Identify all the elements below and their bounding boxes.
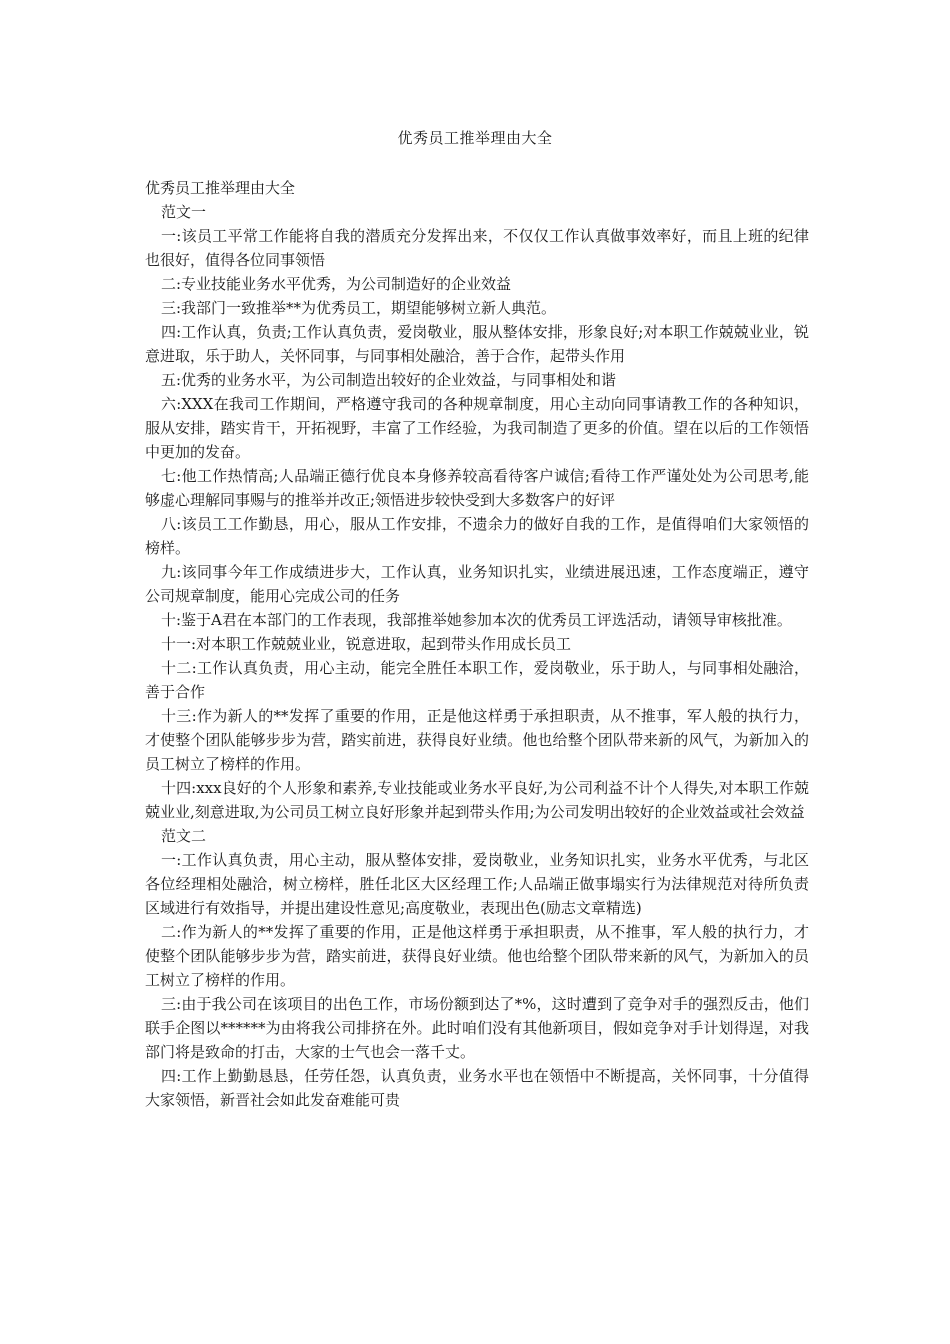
- paragraph: 八:该员工工作勤恳，用心，服从工作安排，不遗余力的做好自我的工作，是值得咱们大家领悟的榜样。: [145, 515, 809, 557]
- paragraph: 二:专业技能业务水平优秀，为公司制造好的企业效益: [161, 275, 512, 293]
- paragraph: 四:工作认真，负责;工作认真负责，爱岗敬业，服从整体安排，形象良好;对本职工作兢兢业业，锐意进取，乐于助人，关怀同事，与同事相处融洽，善于合作，起带头作用: [145, 323, 809, 365]
- paragraph: 十四:xxx良好的个人形象和素养,专业技能或业务水平良好,为公司利益不计个人得失,对本职工作兢兢业业,刻意进取,为公司员工树立良好形象并起到带头作用;为公司发明出较好的企业效益或社会效益: [145, 779, 809, 821]
- section-label-1: 范文一: [161, 203, 207, 221]
- paragraph: 六:XXX在我司工作期间，严格遵守我司的各种规章制度，用心主动向同事请教工作的各种知识，服从安排，踏实肯干，开拓视野，丰富了工作经验，为我司制造了更多的价值。望在以后的工作领悟中更加的发奋。: [145, 395, 809, 461]
- paragraph: 二:作为新人的**发挥了重要的作用，正是他这样勇于承担职责，从不推事，军人般的执行力，才使整个团队能够步步为营，踏实前进，获得良好业绩。他也给整个团队带来新的风气，为新加入的员工树立了榜样的作用。: [145, 923, 809, 989]
- section-label-2: 范文二: [161, 827, 207, 845]
- document-body: [145, 176, 809, 1112]
- paragraph: 十二:工作认真负责，用心主动，能完全胜任本职工作，爱岗敬业，乐于助人，与同事相处融洽，善于合作: [145, 659, 809, 701]
- paragraph: 九:该同事今年工作成绩进步大，工作认真，业务知识扎实，业绩进展迅速，工作态度端正，遵守公司规章制度，能用心完成公司的任务: [145, 563, 809, 605]
- document-heading: 优秀员工推举理由大全: [145, 179, 296, 197]
- paragraph: 十一:对本职工作兢兢业业，锐意进取，起到带头作用成长员工: [161, 635, 572, 653]
- paragraph: 四:工作上勤勤恳恳，任劳任怨，认真负责，业务水平也在领悟中不断提高，关怀同事，十分值得大家领悟，新晋社会如此发奋难能可贵: [145, 1067, 809, 1109]
- paragraph: 十:鉴于A君在本部门的工作表现，我部推举她参加本次的优秀员工评选活动，请领导审核批准。: [161, 611, 792, 629]
- paragraph: 三:由于我公司在该项目的出色工作，市场份额到达了*%，这时遭到了竞争对手的强烈反击，他们联手企图以******为由将我公司排挤在外。此时咱们没有其他新项目，假如竞争对手计划得逞，对我部门将是致命的打击，大家的士气也会一落千丈。: [145, 995, 809, 1061]
- paragraph: 十三:作为新人的**发挥了重要的作用，正是他这样勇于承担职责，从不推事，军人般的执行力，才使整个团队能够步步为营，踏实前进，获得良好业绩。他也给整个团队带来新的风气，为新加入的员工树立了榜样的作用。: [145, 707, 809, 773]
- paragraph: 七:他工作热情高;人品端正德行优良本身修养较高看待客户诚信;看待工作严谨处处为公司思考,能够虚心理解同事赐与的推举并改正;领悟进步较快受到大多数客户的好评: [145, 467, 809, 509]
- paragraph: 一:该员工平常工作能将自我的潜质充分发挥出来，不仅仅工作认真做事效率好，而且上班的纪律也很好，值得各位同事领悟: [145, 227, 809, 269]
- paragraph: 五:优秀的业务水平，为公司制造出较好的企业效益，与同事相处和谐: [161, 371, 617, 389]
- document-title: 优秀员工推举理由大全: [397, 129, 553, 147]
- paragraph: 三:我部门一致推举**为优秀员工，期望能够树立新人典范。: [161, 299, 557, 317]
- paragraph: 一:工作认真负责，用心主动，服从整体安排，爱岗敬业，业务知识扎实，业务水平优秀，与北区各位经理相处融洽，树立榜样，胜任北区大区经理工作;人品端正做事塌实行为法律规范对待所负责区域进行有效指导，并提出建设性意见;高度敬业，表现出色(励志文章精选): [145, 851, 809, 917]
